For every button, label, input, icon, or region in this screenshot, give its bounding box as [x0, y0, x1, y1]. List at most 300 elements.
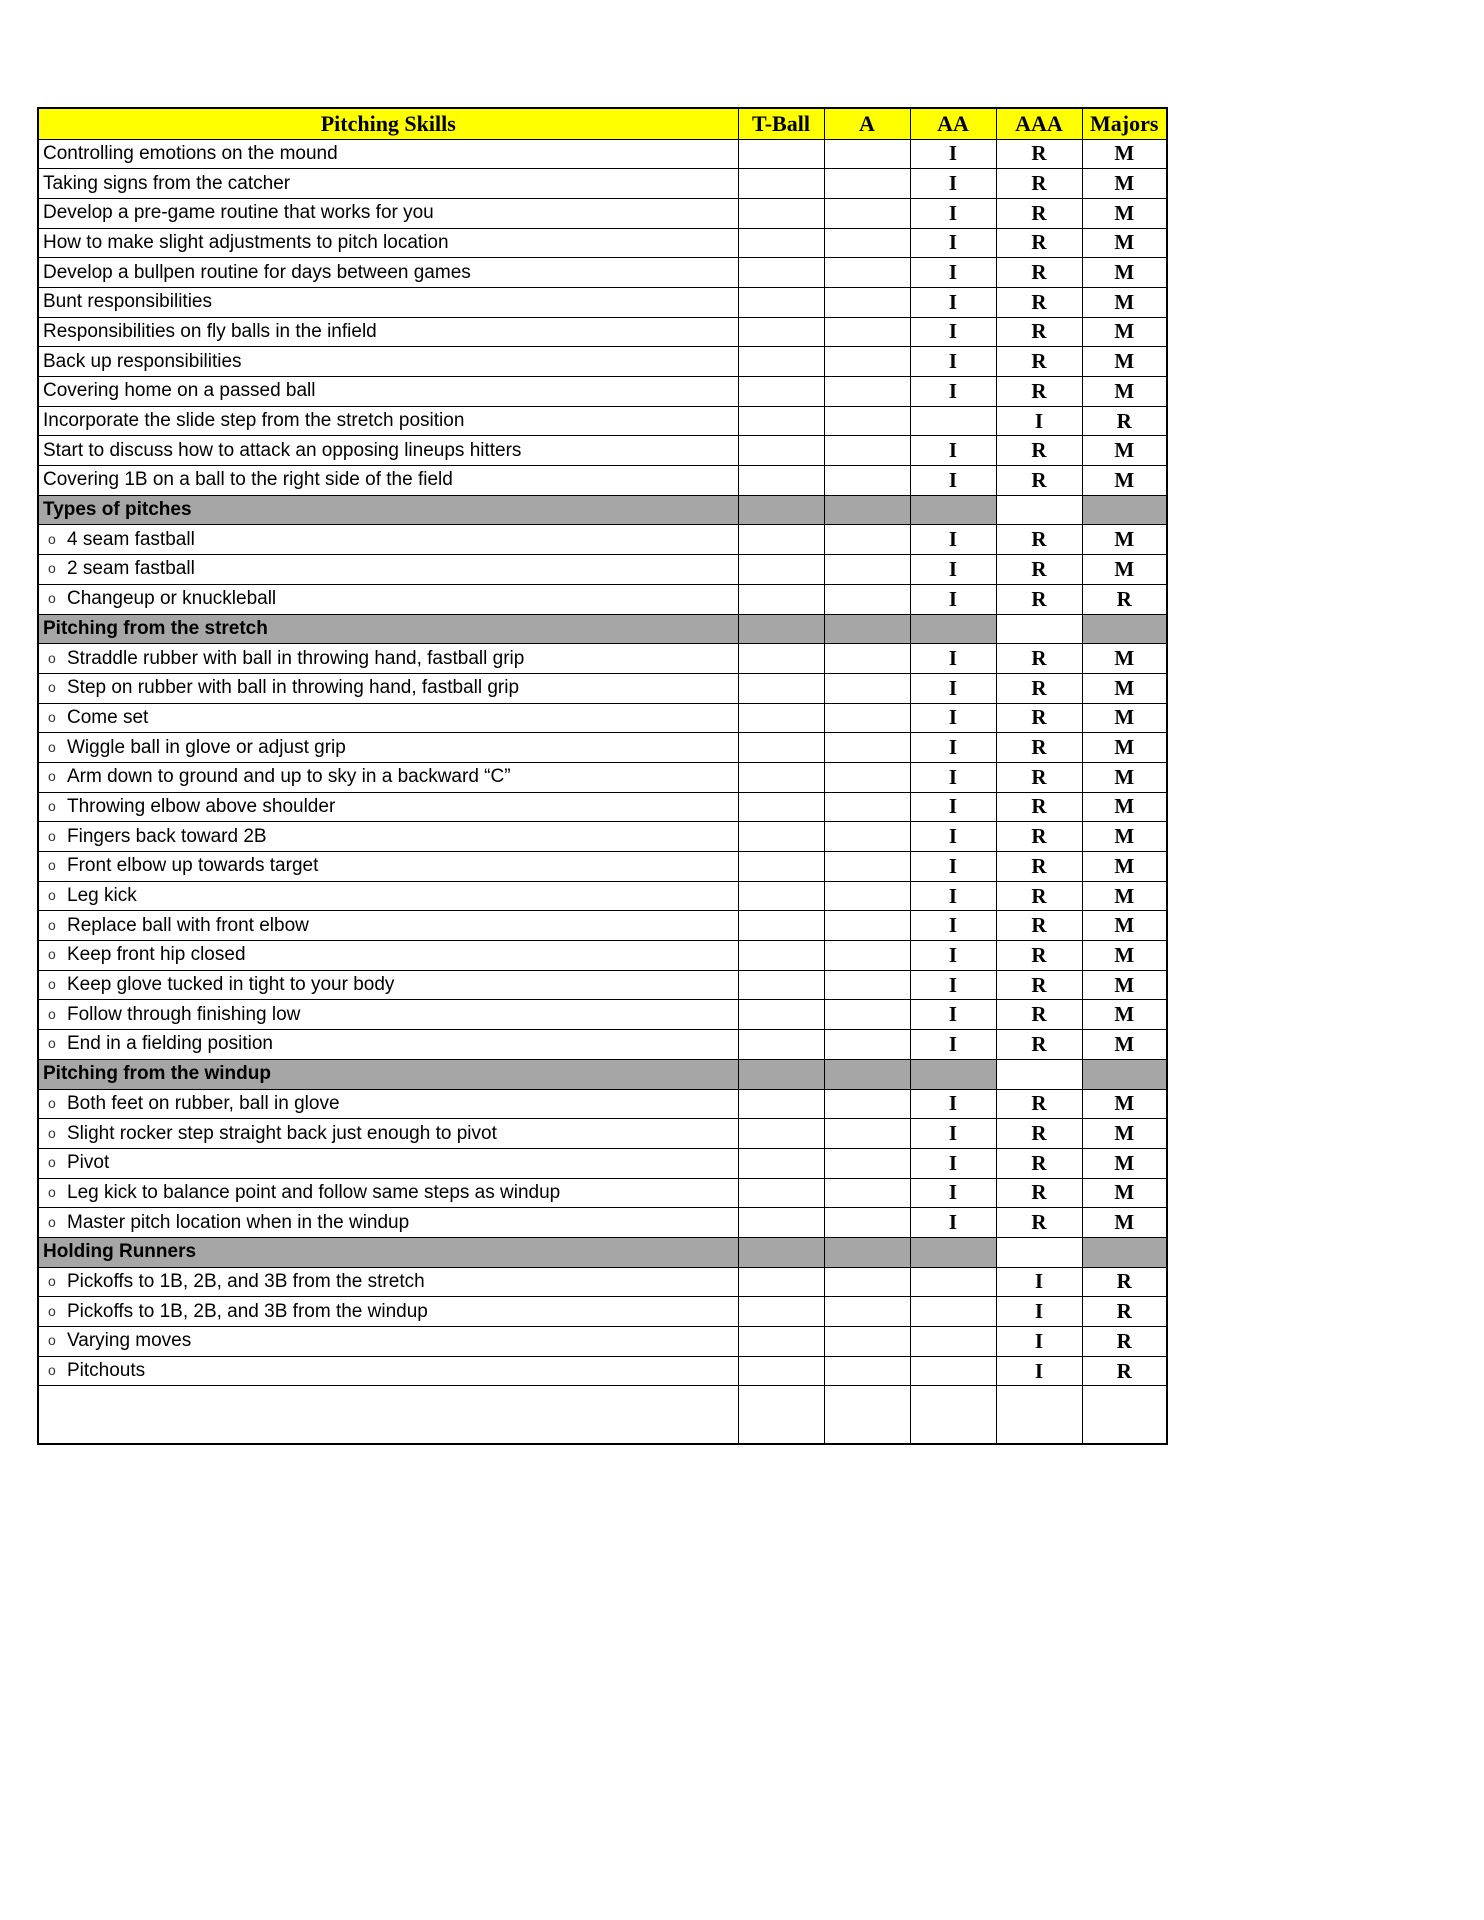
skill-name-text: Fingers back toward 2B	[67, 825, 267, 847]
level-mark-cell	[910, 1386, 996, 1444]
pitching-skills-table	[37, 107, 1168, 1445]
skill-name	[38, 1297, 738, 1327]
skill-name-text: Pivot	[67, 1152, 110, 1174]
level-mark-cell	[738, 1327, 824, 1357]
skills-header-cell: Pitching Skills	[38, 108, 738, 139]
skill-name-text: Throwing elbow above shoulder	[67, 795, 336, 817]
level-mark-cell	[738, 1386, 824, 1444]
level-mark-cell	[910, 1356, 996, 1386]
level-mark-cell	[824, 762, 910, 792]
level-mark-cell	[996, 1237, 1082, 1267]
level-mark-cell	[824, 169, 910, 199]
level-mark-cell: I	[910, 198, 996, 228]
level-mark-cell: I	[910, 644, 996, 674]
table-row	[38, 1000, 1167, 1030]
level-mark-cell: R	[996, 139, 1082, 169]
skill-name	[38, 584, 738, 614]
level-mark-cell	[910, 614, 996, 644]
level-header-tball: T-Ball	[738, 108, 824, 139]
section-title: Pitching from the windup	[38, 1059, 738, 1089]
level-mark-cell: R	[996, 1030, 1082, 1060]
level-mark-cell: I	[910, 1030, 996, 1060]
level-mark-cell: M	[1082, 644, 1167, 674]
table-row	[38, 198, 1167, 228]
skill-name	[38, 1030, 738, 1060]
skill-name-text: Master pitch location when in the windup	[67, 1211, 410, 1233]
level-mark-cell: I	[910, 1000, 996, 1030]
table-row	[38, 911, 1167, 941]
level-mark-cell: R	[996, 673, 1082, 703]
level-mark-cell: M	[1082, 1030, 1167, 1060]
skill-name-text: Varying moves	[67, 1330, 192, 1352]
level-mark-cell: M	[1082, 1178, 1167, 1208]
level-mark-cell: I	[910, 347, 996, 377]
skill-name-text: Replace ball with front elbow	[67, 914, 309, 936]
level-mark-cell: M	[1082, 555, 1167, 585]
table-row	[38, 1356, 1167, 1386]
skill-name: Develop a bullpen routine for days between games	[38, 258, 738, 288]
level-mark-cell	[738, 555, 824, 585]
level-mark-cell	[824, 1356, 910, 1386]
skill-name	[38, 1000, 738, 1030]
level-mark-cell	[1082, 1386, 1167, 1444]
bullet-icon: o	[48, 946, 56, 963]
table-row	[38, 1148, 1167, 1178]
section-title: Types of pitches	[38, 495, 738, 525]
level-mark-cell: M	[1082, 941, 1167, 971]
table-row	[38, 555, 1167, 585]
level-mark-cell	[824, 436, 910, 466]
level-mark-cell	[738, 1356, 824, 1386]
level-mark-cell	[910, 1267, 996, 1297]
section-title: Holding Runners	[38, 1237, 738, 1267]
level-mark-cell	[824, 703, 910, 733]
bullet-icon: o	[48, 1124, 56, 1141]
level-mark-cell	[738, 881, 824, 911]
level-mark-cell: R	[996, 555, 1082, 585]
skill-name	[38, 1386, 738, 1444]
level-mark-cell: R	[996, 317, 1082, 347]
level-mark-cell	[824, 406, 910, 436]
level-mark-cell: M	[1082, 673, 1167, 703]
table-row	[38, 703, 1167, 733]
level-mark-cell: R	[1082, 1267, 1167, 1297]
skill-name-text: Pickoffs to 1B, 2B, and 3B from the windup	[67, 1300, 428, 1322]
level-mark-cell: I	[910, 792, 996, 822]
skill-name	[38, 911, 738, 941]
skill-name	[38, 881, 738, 911]
skill-name	[38, 555, 738, 585]
level-mark-cell	[738, 703, 824, 733]
skill-name-text: Pickoffs to 1B, 2B, and 3B from the stretch	[67, 1270, 425, 1292]
level-mark-cell: M	[1082, 822, 1167, 852]
level-mark-cell	[738, 287, 824, 317]
table-row	[38, 762, 1167, 792]
level-mark-cell: I	[996, 1267, 1082, 1297]
skill-name: Covering home on a passed ball	[38, 377, 738, 407]
level-mark-cell: M	[1082, 852, 1167, 882]
level-mark-cell	[738, 317, 824, 347]
bullet-icon: o	[48, 590, 56, 607]
bullet-icon: o	[48, 1094, 56, 1111]
level-mark-cell	[1082, 1237, 1167, 1267]
level-mark-cell: R	[996, 1089, 1082, 1119]
table-row	[38, 139, 1167, 169]
level-mark-cell: R	[996, 466, 1082, 496]
level-mark-cell: I	[996, 406, 1082, 436]
level-mark-cell: I	[910, 970, 996, 1000]
skill-name-text: Come set	[67, 706, 149, 728]
table-row	[38, 287, 1167, 317]
skill-name-text: 4 seam fastball	[67, 528, 195, 550]
skill-name	[38, 733, 738, 763]
table-row	[38, 258, 1167, 288]
level-mark-cell: I	[910, 762, 996, 792]
level-mark-cell	[996, 1059, 1082, 1089]
level-mark-cell: M	[1082, 1148, 1167, 1178]
level-mark-cell	[1082, 614, 1167, 644]
bullet-icon: o	[48, 649, 56, 666]
table-row	[38, 436, 1167, 466]
level-mark-cell	[738, 377, 824, 407]
table-row	[38, 169, 1167, 199]
level-mark-cell: I	[910, 1208, 996, 1238]
table-row	[38, 1178, 1167, 1208]
level-mark-cell: I	[910, 287, 996, 317]
table-row	[38, 1089, 1167, 1119]
level-mark-cell: M	[1082, 139, 1167, 169]
level-mark-cell: R	[996, 1208, 1082, 1238]
level-mark-cell: I	[910, 436, 996, 466]
level-mark-cell: I	[910, 139, 996, 169]
level-mark-cell	[738, 733, 824, 763]
skill-name-text: Keep front hip closed	[67, 944, 246, 966]
bullet-icon: o	[48, 857, 56, 874]
bullet-icon: o	[48, 530, 56, 547]
table-row	[38, 1119, 1167, 1149]
level-mark-cell: R	[996, 258, 1082, 288]
level-mark-cell	[824, 733, 910, 763]
skill-name: Taking signs from the catcher	[38, 169, 738, 199]
level-mark-cell: M	[1082, 1000, 1167, 1030]
level-mark-cell	[738, 852, 824, 882]
skill-name	[38, 762, 738, 792]
level-mark-cell: M	[1082, 1119, 1167, 1149]
table-row	[38, 1208, 1167, 1238]
level-mark-cell: I	[910, 822, 996, 852]
level-mark-cell: M	[1082, 525, 1167, 555]
bullet-icon: o	[48, 1302, 56, 1319]
level-mark-cell: R	[996, 970, 1082, 1000]
bullet-icon: o	[48, 560, 56, 577]
level-mark-cell: I	[996, 1327, 1082, 1357]
table-row	[38, 941, 1167, 971]
level-mark-cell	[824, 970, 910, 1000]
level-mark-cell	[824, 1267, 910, 1297]
level-mark-cell: I	[910, 1089, 996, 1119]
level-mark-cell	[738, 406, 824, 436]
level-mark-cell	[824, 258, 910, 288]
table-header-row	[38, 108, 1167, 139]
level-mark-cell	[824, 822, 910, 852]
skill-name-text: Keep glove tucked in tight to your body	[67, 974, 395, 996]
table-row	[38, 406, 1167, 436]
level-mark-cell	[824, 1327, 910, 1357]
skill-name: Develop a pre-game routine that works for you	[38, 198, 738, 228]
skill-name	[38, 792, 738, 822]
skill-name	[38, 1356, 738, 1386]
bullet-icon: o	[48, 1272, 56, 1289]
level-mark-cell	[910, 1237, 996, 1267]
level-mark-cell	[738, 258, 824, 288]
level-mark-cell: I	[910, 673, 996, 703]
table-row	[38, 1386, 1167, 1444]
level-mark-cell: M	[1082, 287, 1167, 317]
level-mark-cell: M	[1082, 1208, 1167, 1238]
table-row	[38, 1297, 1167, 1327]
skill-name: Bunt responsibilities	[38, 287, 738, 317]
level-mark-cell	[738, 466, 824, 496]
skill-name	[38, 970, 738, 1000]
level-mark-cell: I	[910, 703, 996, 733]
level-mark-cell	[738, 970, 824, 1000]
level-mark-cell	[738, 495, 824, 525]
level-mark-cell: M	[1082, 703, 1167, 733]
table-row	[38, 733, 1167, 763]
table-row	[38, 1267, 1167, 1297]
level-mark-cell: R	[996, 733, 1082, 763]
level-mark-cell	[738, 584, 824, 614]
level-mark-cell	[824, 1030, 910, 1060]
level-mark-cell: R	[996, 762, 1082, 792]
level-mark-cell: R	[996, 822, 1082, 852]
level-mark-cell	[738, 228, 824, 258]
level-mark-cell: I	[910, 525, 996, 555]
skill-name	[38, 941, 738, 971]
level-mark-cell: I	[910, 377, 996, 407]
level-mark-cell	[824, 792, 910, 822]
skill-name: Covering 1B on a ball to the right side of the field	[38, 466, 738, 496]
level-mark-cell	[824, 198, 910, 228]
level-mark-cell	[738, 1030, 824, 1060]
level-mark-cell: M	[1082, 911, 1167, 941]
skill-name-text: Leg kick	[67, 885, 137, 907]
level-mark-cell: R	[996, 941, 1082, 971]
table-row	[38, 1030, 1167, 1060]
level-mark-cell: I	[996, 1356, 1082, 1386]
table-row	[38, 792, 1167, 822]
table-row	[38, 822, 1167, 852]
level-mark-cell: M	[1082, 228, 1167, 258]
section-title: Pitching from the stretch	[38, 614, 738, 644]
level-mark-cell: M	[1082, 198, 1167, 228]
level-mark-cell	[824, 555, 910, 585]
level-mark-cell: I	[910, 1178, 996, 1208]
table-row	[38, 644, 1167, 674]
level-mark-cell	[824, 1178, 910, 1208]
skill-name	[38, 525, 738, 555]
level-mark-cell	[910, 1059, 996, 1089]
section-row	[38, 1059, 1167, 1089]
skill-name-text: End in a fielding position	[67, 1033, 273, 1055]
level-mark-cell: R	[996, 169, 1082, 199]
level-mark-cell	[824, 614, 910, 644]
level-mark-cell	[738, 347, 824, 377]
level-header-majors: Majors	[1082, 108, 1167, 139]
level-mark-cell	[738, 762, 824, 792]
level-mark-cell: R	[996, 347, 1082, 377]
bullet-icon: o	[48, 1213, 56, 1230]
table-row	[38, 970, 1167, 1000]
skill-name: Controlling emotions on the mound	[38, 139, 738, 169]
skill-name: Incorporate the slide step from the stretch position	[38, 406, 738, 436]
level-mark-cell	[996, 495, 1082, 525]
level-mark-cell: R	[996, 1178, 1082, 1208]
skill-name	[38, 1267, 738, 1297]
level-mark-cell: R	[996, 1119, 1082, 1149]
level-mark-cell: M	[1082, 466, 1167, 496]
level-mark-cell	[824, 881, 910, 911]
level-mark-cell: M	[1082, 317, 1167, 347]
level-header-aa: AA	[910, 108, 996, 139]
skill-name	[38, 1208, 738, 1238]
level-mark-cell: I	[910, 258, 996, 288]
level-mark-cell: M	[1082, 377, 1167, 407]
level-mark-cell: M	[1082, 1089, 1167, 1119]
bullet-icon: o	[48, 1332, 56, 1349]
level-mark-cell: I	[910, 1148, 996, 1178]
level-mark-cell: M	[1082, 347, 1167, 377]
level-mark-cell	[738, 1059, 824, 1089]
level-header-a: A	[824, 108, 910, 139]
level-mark-cell	[738, 1089, 824, 1119]
level-mark-cell: R	[996, 792, 1082, 822]
skill-name-text: Changeup or knuckleball	[67, 588, 277, 610]
table-row	[38, 228, 1167, 258]
bullet-icon: o	[48, 887, 56, 904]
level-mark-cell	[824, 1059, 910, 1089]
level-mark-cell: R	[996, 436, 1082, 466]
level-mark-cell: R	[996, 1148, 1082, 1178]
level-mark-cell	[738, 911, 824, 941]
skill-name	[38, 822, 738, 852]
level-mark-cell: I	[910, 466, 996, 496]
level-mark-cell: I	[996, 1297, 1082, 1327]
level-mark-cell	[824, 1119, 910, 1149]
level-mark-cell	[738, 198, 824, 228]
section-row	[38, 1237, 1167, 1267]
level-mark-cell	[1082, 495, 1167, 525]
level-mark-cell: R	[996, 228, 1082, 258]
skill-name	[38, 703, 738, 733]
level-mark-cell: M	[1082, 169, 1167, 199]
level-mark-cell: R	[1082, 584, 1167, 614]
level-mark-cell: R	[996, 1000, 1082, 1030]
level-mark-cell	[738, 614, 824, 644]
level-mark-cell	[824, 941, 910, 971]
level-mark-cell	[738, 436, 824, 466]
level-mark-cell: M	[1082, 436, 1167, 466]
level-mark-cell: R	[996, 287, 1082, 317]
level-mark-cell	[738, 1119, 824, 1149]
skill-name-text: 2 seam fastball	[67, 558, 195, 580]
level-mark-cell	[738, 1148, 824, 1178]
level-mark-cell	[738, 1297, 824, 1327]
level-mark-cell: R	[996, 644, 1082, 674]
level-mark-cell	[824, 466, 910, 496]
bullet-icon: o	[48, 1362, 56, 1379]
level-mark-cell	[824, 525, 910, 555]
level-mark-cell	[824, 377, 910, 407]
bullet-icon: o	[48, 797, 56, 814]
level-mark-cell	[910, 1297, 996, 1327]
level-mark-cell: I	[910, 1119, 996, 1149]
skill-name	[38, 1089, 738, 1119]
level-mark-cell: R	[996, 852, 1082, 882]
level-mark-cell: M	[1082, 792, 1167, 822]
level-mark-cell	[824, 1237, 910, 1267]
skill-name-text: Arm down to ground and up to sky in a backward “C”	[67, 766, 511, 788]
level-mark-cell	[824, 347, 910, 377]
level-mark-cell: R	[996, 881, 1082, 911]
level-mark-cell	[738, 139, 824, 169]
level-mark-cell	[910, 495, 996, 525]
level-mark-cell	[738, 1000, 824, 1030]
level-mark-cell: R	[1082, 406, 1167, 436]
bullet-icon: o	[48, 1154, 56, 1171]
level-mark-cell	[738, 169, 824, 199]
level-mark-cell: I	[910, 317, 996, 347]
skill-name	[38, 673, 738, 703]
level-mark-cell	[738, 822, 824, 852]
level-mark-cell	[824, 911, 910, 941]
level-mark-cell: I	[910, 584, 996, 614]
level-mark-cell: I	[910, 911, 996, 941]
table-row	[38, 466, 1167, 496]
level-mark-cell: M	[1082, 762, 1167, 792]
level-mark-cell	[738, 525, 824, 555]
level-mark-cell: M	[1082, 881, 1167, 911]
skill-name-text: Slight rocker step straight back just enough to pivot	[67, 1122, 497, 1144]
bullet-icon: o	[48, 1183, 56, 1200]
level-mark-cell	[738, 941, 824, 971]
skill-name	[38, 644, 738, 674]
skill-name	[38, 1119, 738, 1149]
level-mark-cell	[824, 1297, 910, 1327]
table-row	[38, 673, 1167, 703]
level-mark-cell	[824, 1000, 910, 1030]
level-mark-cell: M	[1082, 733, 1167, 763]
level-mark-cell	[824, 495, 910, 525]
level-mark-cell	[996, 614, 1082, 644]
skill-name-text: Straddle rubber with ball in throwing hand, fastball grip	[67, 647, 525, 669]
level-mark-cell: R	[996, 377, 1082, 407]
table-row	[38, 1327, 1167, 1357]
bullet-icon: o	[48, 768, 56, 785]
skill-name: How to make slight adjustments to pitch location	[38, 228, 738, 258]
table-row	[38, 881, 1167, 911]
skill-name: Back up responsibilities	[38, 347, 738, 377]
level-mark-cell: R	[996, 198, 1082, 228]
level-mark-cell: R	[1082, 1297, 1167, 1327]
level-mark-cell	[910, 1327, 996, 1357]
section-row	[38, 495, 1167, 525]
level-mark-cell: I	[910, 941, 996, 971]
skill-name: Start to discuss how to attack an opposing lineups hitters	[38, 436, 738, 466]
skill-name-text: Front elbow up towards target	[67, 855, 319, 877]
bullet-icon: o	[48, 708, 56, 725]
level-mark-cell	[738, 1178, 824, 1208]
